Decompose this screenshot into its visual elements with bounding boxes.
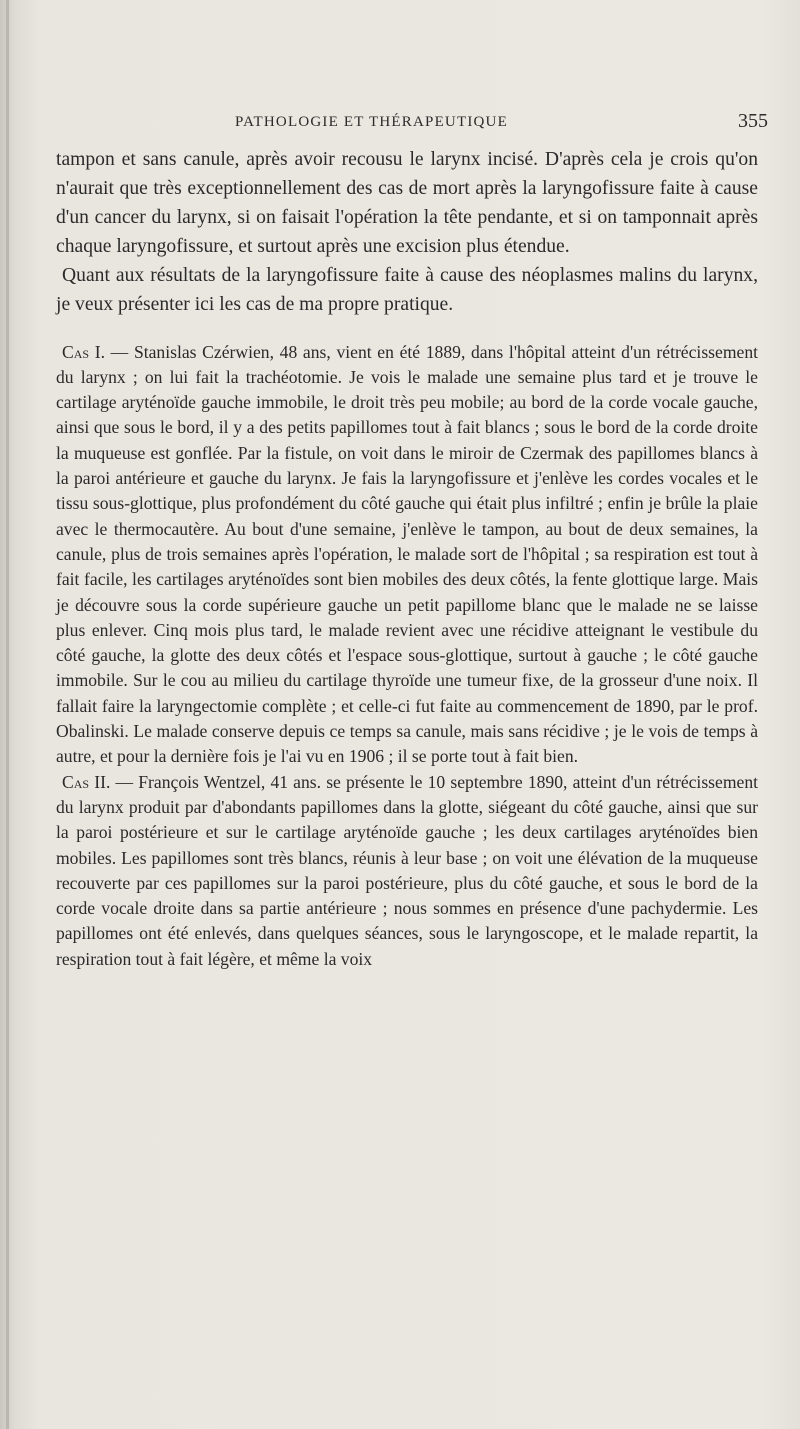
body-text [56,145,758,972]
case-2 [56,770,758,972]
case-1 [56,340,758,770]
case-1-label: Cas I. [62,341,106,362]
case-2-label: Cas II. [62,771,111,792]
binding-edge [6,0,9,1429]
running-title: PATHOLOGIE ET THÉRAPEUTIQUE [235,114,508,130]
case-2-text: — François Wentzel, 41 ans. se présente le 10 septembre 1890, atteint d'un rétrécissement du larynx produit par d'abondants papillomes dans la glotte, siégeant du côté gauche, ainsi que sur la paroi postérieure et sur le cartilage aryténoïde gauche ; les deux cartilages aryténoïdes bien mobiles. Les papillomes sont très blancs, réunis à leur base ; on voit une élévation de la muqueuse recouverte par ces papillomes sur la paroi postérieure, plus du côté gauche, et sous le bord de la corde vocale droite dans sa partie antérieure ; nous sommes en présence d'une pachydermie. Les papillomes ont été enlevés, dans quelques séances, sous le laryngoscope, et le malade repartit, la respiration tout à fait légère, et même la voix [56,771,759,969]
paragraph-results: Quant aux résultats de la laryngofissure faite à cause des néoplasmes malins du larynx, je veux présenter ici les cas de ma propre pratique. [56,265,758,316]
page-header [60,110,772,140]
page-number: 355 [738,110,768,132]
case-1-text: — Stanislas Czérwien, 48 ans, vient en été 1889, dans l'hôpital atteint d'un rétrécissement du larynx ; on lui fait la trachéotomie. Je vois le malade une semaine plus tard et je trouve le cartilage aryténoïde gauche immobile, le droit très peu mobile; au bord de la corde vocale gauche, ainsi que sous le bord, il y a des petits papillomes tout à fait blancs ; sous le bord de la corde droite la muqueuse est gonflée. Par la fistule, on voit dans le miroir de Czermak des papillomes blancs à la paroi antérieure et gauche du larynx. Je fais la laryngofissure et j'enlève les cordes vocales et le tissu sous-glottique, plus profondément du côté gauche qui était plus infiltré ; enfin je brûle la plaie avec le thermocautère. Au bout d'une semaine, j'enlève le tampon, au bout de deux semaines, la canule, plus de trois semaines après l'opération, le malade sort de l'hôpital ; sa respiration est tout à fait facile, les cartilages aryténoïdes sont bien mobiles des deux côtés, la fente glottique large. Mais je découvre sous la corde supérieure gauche un petit papillome blanc que le malade ne se laisse plus enlever. Cinq mois plus tard, le malade revient avec une récidive atteignant le vestibule du côté gauche, la glotte des deux côtés et l'espace sous-glottique, surtout à gauche ; le côté gauche immobile. Sur le cou au milieu du cartilage thyroïde une tumeur fixe, de la grosseur d'une noix. Il fallait faire la laryngectomie complète ; et celle-ci fut faite au commencement de 1890, par le prof. Obalinski. Le malade conserve depuis ce temps sa canule, mais sans récidive ; je le vois de temps à autre, et pour la dernière fois je l'ai vu en 1906 ; il se porte tout à fait bien. [56,341,758,767]
paragraph-intro: tampon et sans canule, après avoir recousu le larynx incisé. D'après cela je crois qu'on n'aurait que très exceptionnellement des cas de mort après la laryngofissure faite à cause d'un cancer du larynx, si on faisait l'opération la tête pendante, et si on tamponnait après chaque laryngofissure, et surtout après une excision plus étendue. [56,149,758,258]
